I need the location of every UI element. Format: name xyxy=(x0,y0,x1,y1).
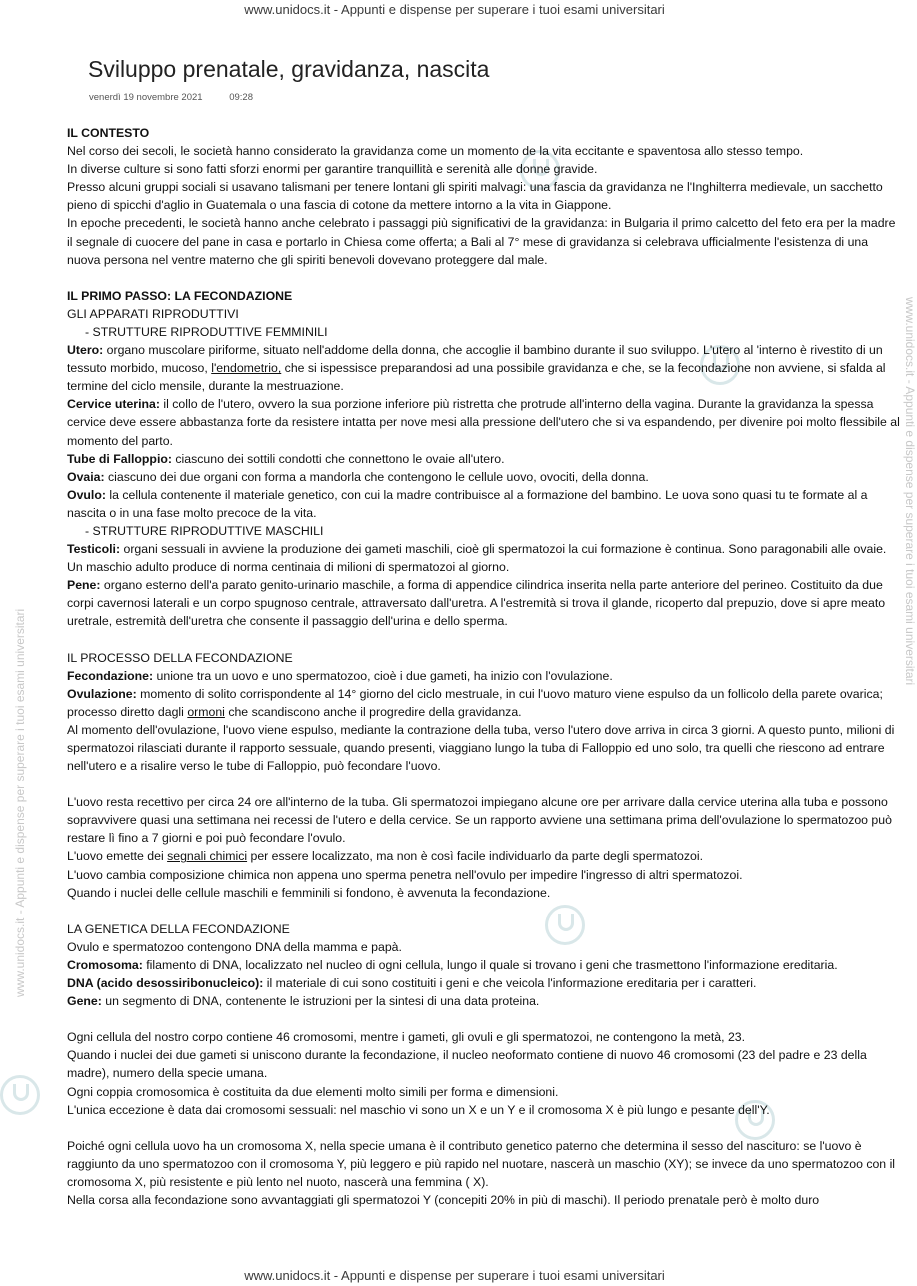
watermark-left: www.unidocs.it - Appunti e dispense per superare i tuoi esami universitari xyxy=(13,608,27,997)
paragraph: Al momento dell'ovulazione, l'uovo viene espulso, mediante la contrazione della tuba, verso l'utero dove arriva in circa 3 giorni. A questo punto, milioni di spermatozoi rilasciati durante il rapporto sessuale, quando presenti, viaggiano lungo la tuba di Falloppio ed uno solo, tra quelli che riescono ad entrare nell'utero e a risalire verso le tube di Falloppio, può fecondare l'uovo. xyxy=(67,722,895,774)
paragraph: L'uovo emette dei segnali chimici per essere localizzato, ma non è così facile individuarlo da parte degli spermatozoi. xyxy=(67,849,703,864)
definition: Ovulo: la cellula contenente il materiale genetico, con cui la madre contribuisce al a formazione del bambino. Le uova sono quasi tu te formate al a nascita o in una fase molto precoce de la vita. xyxy=(67,487,868,520)
paragraph: Ovulo e spermatozoo contengono DNA della mamma e papà. xyxy=(67,939,402,954)
definition: Utero: organo muscolare piriforme, situato nell'addome della donna, che accoglie il bambino durante il suo sviluppo. L'utero al 'interno è rivestito di un tessuto morbido, mucoso, l'endometrio, che si ispessisce preparandosi ad una possibile gravidanza e che, se la fecondazione non avviene, si sfalda al termine del ciclo mensile, durante la mestruazione. xyxy=(67,343,886,394)
note-time: 09:28 xyxy=(229,92,253,103)
subsection-heading: IL PROCESSO DELLA FECONDAZIONE xyxy=(67,650,293,665)
paragraph: In diverse culture si sono fatti sforzi enormi per garantire tranquillità e serenità alle donne gravide. xyxy=(67,162,598,177)
page-title: Sviluppo prenatale, gravidanza, nascita xyxy=(88,56,490,82)
list-heading: - STRUTTURE RIPRODUTTIVE MASCHILI xyxy=(85,523,324,538)
definition: Cromosoma: filamento di DNA, localizzato nel nucleo di ogni cellula, lungo il quale si trovano i geni che trasmettono l'informazione ereditaria. xyxy=(67,957,838,972)
note-body xyxy=(67,124,903,1209)
definition: Fecondazione: unione tra un uovo e uno spermatozoo, cioè i due gameti, ha inizio con l'ovulazione. xyxy=(67,668,613,683)
underlined-term: l'endometrio, xyxy=(211,361,282,376)
definition: Cervice uterina: il collo de l'utero, ovvero la sua porzione inferiore più ristretta che protrude all'interno della vagina. Durante la gravidanza la spessa cervice deve essere abbastanza forte da resistere intatta per nove mesi alla pressione dell'utero che si va espandendo, per divenire poi molto flessibile al momento del parto. xyxy=(67,397,900,448)
underlined-term: segnali chimici xyxy=(167,849,248,864)
watermark-right: www.unidocs.it - Appunti e dispense per superare i tuoi esami universitari xyxy=(903,297,917,686)
watermark-top: www.unidocs.it - Appunti e dispense per superare i tuoi esami universitari xyxy=(244,2,665,17)
note-date: venerdì 19 novembre 2021 xyxy=(89,92,203,103)
paragraph: Presso alcuni gruppi sociali si usavano talismani per tenere lontani gli spiriti malvagi: una fascia da gravidanza ne l'Inghilterra medievale, un sacchetto pieno di spicchi d'aglio in Guatemala o una fascia di cotone da mettere intorno a la vita in Giappone. xyxy=(67,180,883,213)
underlined-term: ormoni xyxy=(187,704,225,719)
paragraph: L'uovo resta recettivo per circa 24 ore all'interno de la tuba. Gli spermatozoi impiegano alcune ore per arrivare dalla cervice uterina alla tuba e possono sopravvivere quasi una settimana nei recessi de l'utero e della cervice. Se un rapporto avviene una settimana prima dell'ovulazione lo spermatozoo può restare lì fino a 7 giorni e poi può fecondare l'ovulo. xyxy=(67,795,892,846)
note-meta xyxy=(89,92,253,103)
list-heading: - STRUTTURE RIPRODUTTIVE FEMMINILI xyxy=(85,324,328,339)
definition: DNA (acido desossiribonucleico): il materiale di cui sono costituiti i geni e che veicola l'informazione ereditaria per i caratteri. xyxy=(67,976,757,991)
watermark-bottom: www.unidocs.it - Appunti e dispense per superare i tuoi esami universitari xyxy=(244,1268,665,1283)
subsection-heading: LA GENETICA DELLA FECONDAZIONE xyxy=(67,921,290,936)
subsection-heading: GLI APPARATI RIPRODUTTIVI xyxy=(67,306,239,321)
section-heading: IL CONTESTO xyxy=(67,126,150,140)
paragraph: Ogni cellula del nostro corpo contiene 46 cromosomi, mentre i gameti, gli ovuli e gli spermatozoi, ne contengono la metà, 23. xyxy=(67,1030,746,1045)
definition: Gene: un segmento di DNA, contenente le istruzioni per la sintesi di una data proteina. xyxy=(67,994,540,1009)
section-heading: IL PRIMO PASSO: LA FECONDAZIONE xyxy=(67,288,293,303)
paragraph: In epoche precedenti, le società hanno anche celebrato i passaggi più significativi de la gravidanza: in Bulgaria il primo calcetto del feto era per la madre il segnale di cuocere del pane in casa e portarlo in Chiesa come offerta; a Bali al 7° mese di gravidanza si celebrava ufficialmente l'esistenza di una nuova persona nel ventre materno che gli spiriti benevoli dovevano proteggere dal male. xyxy=(67,216,896,267)
paragraph: Nella corsa alla fecondazione sono avvantaggiati gli spermatozoi Y (concepiti 20% in più di maschi). Il periodo prenatale però è molto duro xyxy=(67,1192,820,1207)
definition: Tube di Falloppio: ciascuno dei sottili condotti che connettono le ovaie all'utero. xyxy=(67,451,505,466)
definition: Pene: organo esterno dell'a parato genito-urinario maschile, a forma di appendice cilindrica inserita nella parte anteriore del perineo. Costituito da due corpi cavernosi laterali e un corpo spugnoso centrale, attraversato dall'uretra. A l'estremità si trova il glande, ricoperto dal prepuzio, dove si apre meato uretrale, estremità dell'uretra che consente il passaggio dell'urina e dello sperma. xyxy=(67,578,886,629)
paragraph: L'uovo cambia composizione chimica non appena uno sperma penetra nell'ovulo per impedire l'ingresso di altri spermatozoi. xyxy=(67,867,743,882)
paragraph: Quando i nuclei delle cellule maschili e femminili si fondono, è avvenuta la fecondazione. xyxy=(67,885,551,900)
logo-watermark-icon xyxy=(0,1075,40,1115)
paragraph: Poiché ogni cellula uovo ha un cromosoma X, nella specie umana è il contributo genetico paterno che determina il sesso del nascituro: se l'uovo è raggiunto da uno spermatozoo con il cromosoma Y, più leggero e più rapido nel nuotare, nascerà un maschio (XY); se invece da uno spermatozoo con il cromosoma X, più resistente e più lento nel nuoto, nascerà una femmina ( X). xyxy=(67,1138,896,1189)
paragraph: Ogni coppia cromosomica è costituita da due elementi molto simili per forma e dimensioni. xyxy=(67,1084,559,1099)
definition: Testicoli: organi sessuali in avviene la produzione dei gameti maschili, cioè gli spermatozoi la cui formazione è continua. Sono paragonabili alle ovaie. Un maschio adulto produce di norma centinaia di milioni di spermatozoi al giorno. xyxy=(67,542,887,575)
definition: Ovaia: ciascuno dei due organi con forma a mandorla che contengono le cellule uovo, ovociti, della donna. xyxy=(67,469,649,484)
paragraph: L'unica eccezione è data dai cromosomi sessuali: nel maschio vi sono un X e un Y e il cromosoma X è più lungo e pesante dell'Y. xyxy=(67,1102,770,1117)
definition: Ovulazione: momento di solito corrispondente al 14° giorno del ciclo mestruale, in cui l'uovo maturo viene espulso da un follicolo della parete ovarica; processo diretto dagli ormoni che scandiscono anche il progredire della gravidanza. xyxy=(67,686,883,719)
paragraph: Quando i nuclei dei due gameti si uniscono durante la fecondazione, il nucleo neoformato contiene di nuovo 46 cromosomi (23 del padre e 23 della madre), numero della specie umana. xyxy=(67,1048,867,1081)
paragraph: Nel corso dei secoli, le società hanno considerato la gravidanza come un momento de la vita eccitante e spaventosa allo stesso tempo. xyxy=(67,144,804,159)
